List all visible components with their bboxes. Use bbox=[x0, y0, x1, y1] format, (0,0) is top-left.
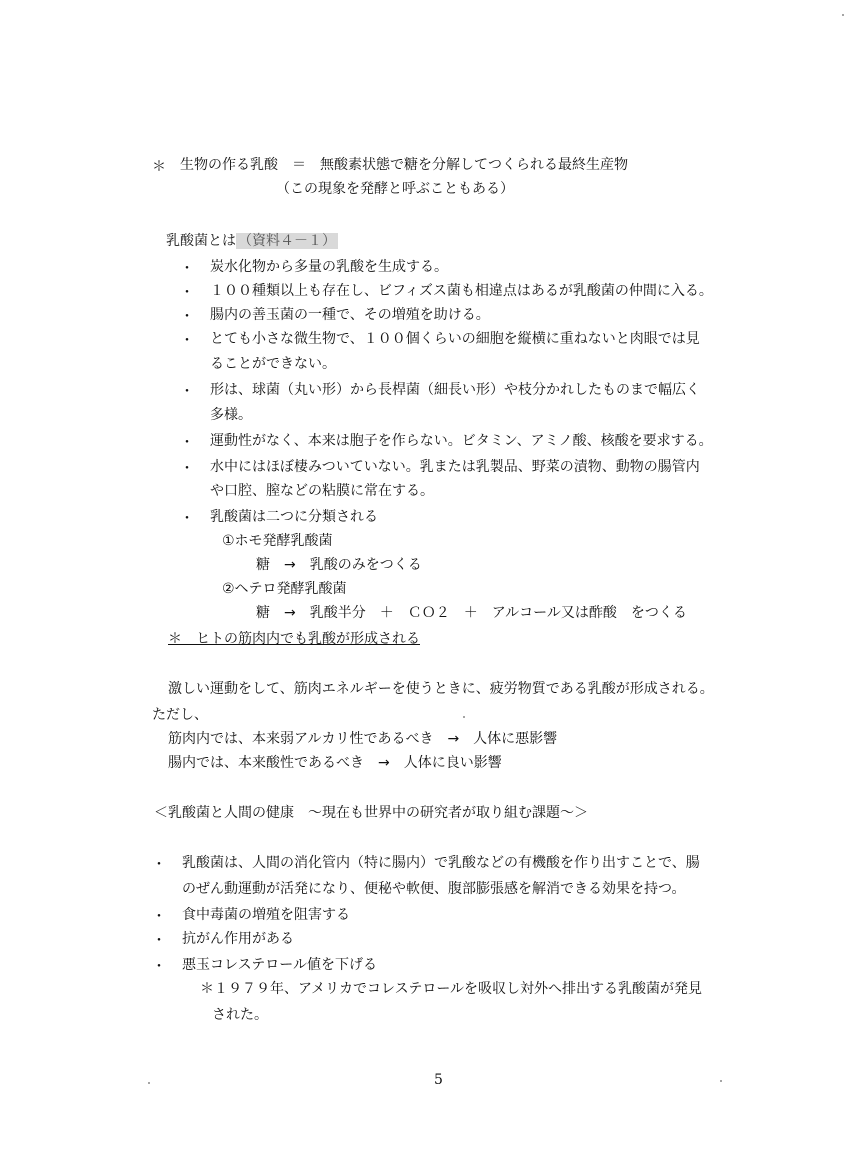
bullet-icon: ・ bbox=[180, 511, 194, 527]
bullet-icon: ・ bbox=[180, 384, 194, 400]
bullet-icon: ・ bbox=[152, 959, 166, 975]
hetero-fermentation-formula: 糖 → 乳酸半分 ＋ ＣＯ２ ＋ アルコール又は酢酸 をつくる bbox=[256, 605, 687, 621]
homo-fermentation-formula: 糖 → 乳酸のみをつくる bbox=[256, 557, 422, 573]
list-item: 形は、球菌（丸い形）から長桿菌（細長い形）や枝分かれしたものまで幅広く bbox=[210, 382, 700, 398]
list-item: 炭水化物から多量の乳酸を生成する。 bbox=[210, 259, 448, 275]
health-heading: ＜乳酸菌と人間の健康 ～現在も世界中の研究者が取り組む課題～＞ bbox=[154, 805, 588, 821]
gut-effect-line: 腸内では、本来酸性であるべき → 人体に良い影響 bbox=[168, 755, 502, 771]
scan-speck bbox=[842, 14, 844, 16]
list-item: 水中にはほぼ棲みついていない。乳または乳製品、野菜の漬物、動物の腸管内 bbox=[210, 459, 700, 475]
bullet-icon: ・ bbox=[152, 857, 166, 873]
list-item: とても小さな微生物で、１００個くらいの細胞を縦横に重ねないと肉眼では見 bbox=[210, 331, 700, 347]
page-number: 5 bbox=[434, 1072, 443, 1088]
definition-line-2: （この現象を発酵と呼ぶこともある） bbox=[276, 181, 514, 197]
bullet-icon: ・ bbox=[152, 909, 166, 925]
list-item-continuation: や口腔、膣などの粘膜に常在する。 bbox=[210, 483, 434, 499]
muscle-paragraph-line-1: 激しい運動をして、筋肉エネルギーを使うときに、疲労物質である乳酸が形成される。 bbox=[168, 681, 714, 697]
bullet-icon: ・ bbox=[152, 933, 166, 949]
list-item: 運動性がなく、本来は胞子を作らない。ビタミン、アミノ酸、核酸を要求する。 bbox=[210, 433, 713, 449]
muscle-heading: ＊ ヒトの筋肉内でも乳酸が形成される bbox=[168, 631, 420, 647]
definition-marker: ＊ bbox=[152, 159, 166, 175]
list-item: １００種類以上も存在し、ビフィズス菌も相違点はあるが乳酸菌の仲間に入る。 bbox=[210, 283, 713, 299]
bullet-icon: ・ bbox=[180, 261, 194, 277]
note-line-1: ＊１９７９年、アメリカでコレステロールを吸収し対外へ排出する乳酸菌が発見 bbox=[200, 981, 703, 997]
scan-speck bbox=[148, 1082, 150, 1084]
list-item-continuation: のぜん動運動が活発になり、便秘や軟便、腹部膨張感を解消できる効果を持つ。 bbox=[182, 881, 686, 897]
list-item: 乳酸菌は、人間の消化管内（特に腸内）で乳酸などの有機酸を作り出すことで、腸 bbox=[182, 855, 700, 871]
bullet-icon: ・ bbox=[180, 333, 194, 349]
lactic-bacteria-heading bbox=[166, 232, 338, 250]
list-item: 乳酸菌は二つに分類される bbox=[210, 509, 378, 525]
bullet-icon: ・ bbox=[180, 435, 194, 451]
scan-speck bbox=[463, 716, 465, 718]
bullet-icon: ・ bbox=[180, 309, 194, 325]
muscle-paragraph-line-2: ただし、 bbox=[152, 707, 208, 723]
list-item: 抗がん作用がある bbox=[182, 931, 294, 947]
lactic-bacteria-heading-text: 乳酸菌とは bbox=[166, 233, 236, 249]
homo-fermentation-title: ①ホモ発酵乳酸菌 bbox=[222, 533, 333, 549]
hetero-fermentation-title: ②ヘテロ発酵乳酸菌 bbox=[222, 581, 347, 597]
definition-line-1: 生物の作る乳酸 ＝ 無酸素状態で糖を分解してつくられる最終生産物 bbox=[180, 157, 628, 173]
list-item: 悪玉コレステロール値を下げる bbox=[182, 957, 378, 973]
scan-speck bbox=[720, 1080, 722, 1082]
material-reference: （資料４－１） bbox=[238, 233, 336, 249]
list-item: 腸内の善玉菌の一種で、その増殖を助ける。 bbox=[210, 307, 490, 323]
list-item-continuation: 多様。 bbox=[210, 407, 252, 423]
list-item: 食中毒菌の増殖を阻害する bbox=[182, 907, 350, 923]
list-item-continuation: ることができない。 bbox=[210, 356, 336, 372]
bullet-icon: ・ bbox=[180, 461, 194, 477]
bullet-icon: ・ bbox=[180, 285, 194, 301]
note-line-2: された。 bbox=[212, 1007, 268, 1023]
muscle-effect-line: 筋肉内では、本来弱アルカリ性であるべき → 人体に悪影響 bbox=[168, 731, 558, 747]
